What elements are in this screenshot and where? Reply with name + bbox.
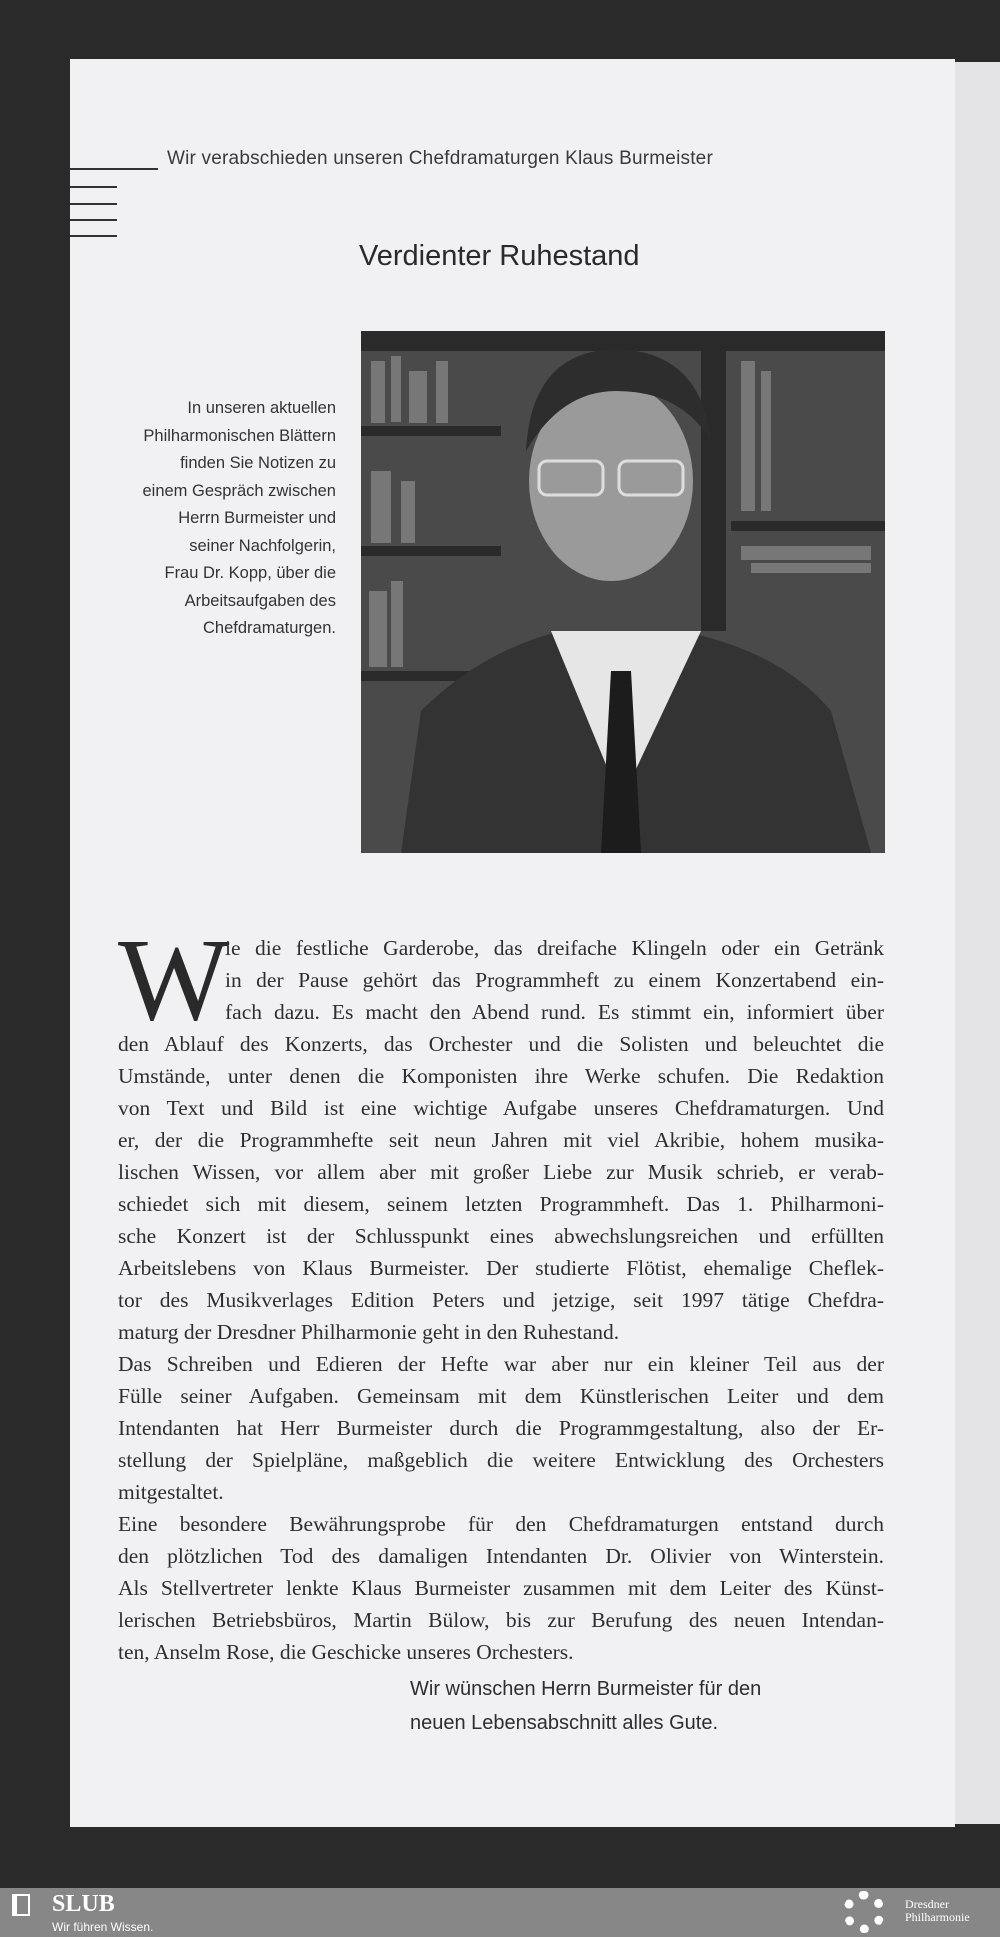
body-line: von Text und Bild ist eine wichtige Aufgabe unseres Chefdramaturgen. Und <box>118 1096 884 1120</box>
closing-line: neuen Lebensabschnitt alles Gute. <box>410 1712 718 1734</box>
philharmonie-logo-icon <box>843 1891 885 1933</box>
body-line: in der Pause gehört das Programmheft zu einem Konzertabend ein- <box>225 968 884 992</box>
body-line: Intendanten hat Herr Burmeister durch die Programmgestaltung, also der Er- <box>118 1416 884 1440</box>
margin-rule <box>70 203 117 205</box>
body-line: lerischen Betriebsbüros, Martin Bülow, bis zur Berufung des neuen Intendan- <box>118 1608 884 1632</box>
sidebar-note-line: Arbeitsaufgaben des <box>184 591 336 610</box>
body-line: ie die festliche Garderobe, das dreifache Klingeln oder ein Getränk <box>225 936 884 960</box>
sidebar-note-line: Chefdramaturgen. <box>203 619 336 637</box>
slub-tagline: Wir führen Wissen. <box>52 1920 154 1934</box>
body-line: Umstände, unter denen die Komponisten ihre Werke schufen. Die Redaktion <box>118 1064 884 1088</box>
partner-name-line: Philharmonie <box>905 1910 970 1924</box>
adjacent-page-edge <box>955 62 1000 1824</box>
margin-rule <box>70 219 117 221</box>
sidebar-note-line: Philharmonischen Blättern <box>143 426 336 445</box>
header-rule <box>70 168 158 170</box>
section-kicker: Wir verabschieden unseren Chefdramaturgen Klaus Burmeister <box>167 148 713 169</box>
drop-cap: W <box>118 914 230 1045</box>
body-line: den Ablauf des Konzerts, das Orchester und die Solisten und beleuchtet die <box>118 1032 884 1056</box>
sidebar-note <box>100 395 336 643</box>
sidebar-note-line: seiner Nachfolgerin, <box>189 536 336 555</box>
sidebar-note-line: Herrn Burmeister und <box>178 509 336 527</box>
sidebar-note-line: In unseren aktuellen <box>187 399 336 417</box>
book-icon <box>12 1894 30 1916</box>
page-title: Verdienter Ruhestand <box>359 240 640 272</box>
body-line: maturg der Dresdner Philharmonie geht in den Ruhestand. <box>118 1320 620 1344</box>
closing-line: Wir wünschen Herrn Burmeister für den <box>410 1678 762 1700</box>
slub-logo[interactable]: SLUB <box>52 1891 115 1917</box>
body-line: fach dazu. Es macht den Abend rund. Es stimmt ein, informiert über <box>225 1000 884 1024</box>
closing-wish <box>410 1672 761 1740</box>
philharmonie-logo[interactable] <box>905 1898 970 1924</box>
body-line: lischen Wissen, vor allem aber mit großer Liebe zur Musik schrieb, er verab- <box>118 1160 884 1184</box>
sidebar-note-line: Frau Dr. Kopp, über die <box>164 564 336 582</box>
body-line: ten, Anselm Rose, die Geschicke unseres Orchesters. <box>118 1640 574 1664</box>
body-line: Fülle seiner Aufgaben. Gemeinsam mit dem Künstlerischen Leiter und dem <box>118 1384 884 1408</box>
body-line: stellung der Spielpläne, maßgeblich die weitere Entwicklung des Orchesters <box>118 1448 884 1472</box>
margin-rule <box>70 235 117 237</box>
article-body <box>118 914 884 1668</box>
body-line: Das Schreiben und Edieren der Hefte war aber nur ein kleiner Teil aus der <box>118 1352 884 1376</box>
body-line: tor des Musikverlages Edition Peters und jetzige, seit 1997 tätige Chefdra- <box>118 1288 884 1312</box>
footer-bar <box>0 1888 1000 1937</box>
body-line: Eine besondere Bewährungsprobe für den Chefdramaturgen entstand durch <box>118 1512 884 1536</box>
body-line: mitgestaltet. <box>118 1480 224 1504</box>
body-line: er, der die Programmhefte seit neun Jahren mit viel Akribie, hohem musika- <box>118 1128 884 1152</box>
body-line: schiedet sich mit diesem, seinem letzten Programmheft. Das 1. Philharmoni- <box>118 1192 884 1216</box>
body-line: den plötzlichen Tod des damaligen Intendanten Dr. Olivier von Winterstein. <box>118 1544 884 1568</box>
body-line: sche Konzert ist der Schlusspunkt eines abwechslungsreichen und erfüllten <box>118 1224 884 1248</box>
sidebar-note-line: einem Gespräch zwischen <box>142 481 336 500</box>
portrait-photo <box>361 331 885 853</box>
body-line: Als Stellvertreter lenkte Klaus Burmeister zusammen mit dem Leiter des Künst- <box>118 1576 884 1600</box>
body-line: Arbeitslebens von Klaus Burmeister. Der studierte Flötist, ehemalige Cheflek- <box>118 1256 884 1280</box>
margin-rule <box>70 186 117 188</box>
partner-name-line: Dresdner <box>905 1897 949 1911</box>
sidebar-note-line: finden Sie Notizen zu <box>180 454 336 472</box>
